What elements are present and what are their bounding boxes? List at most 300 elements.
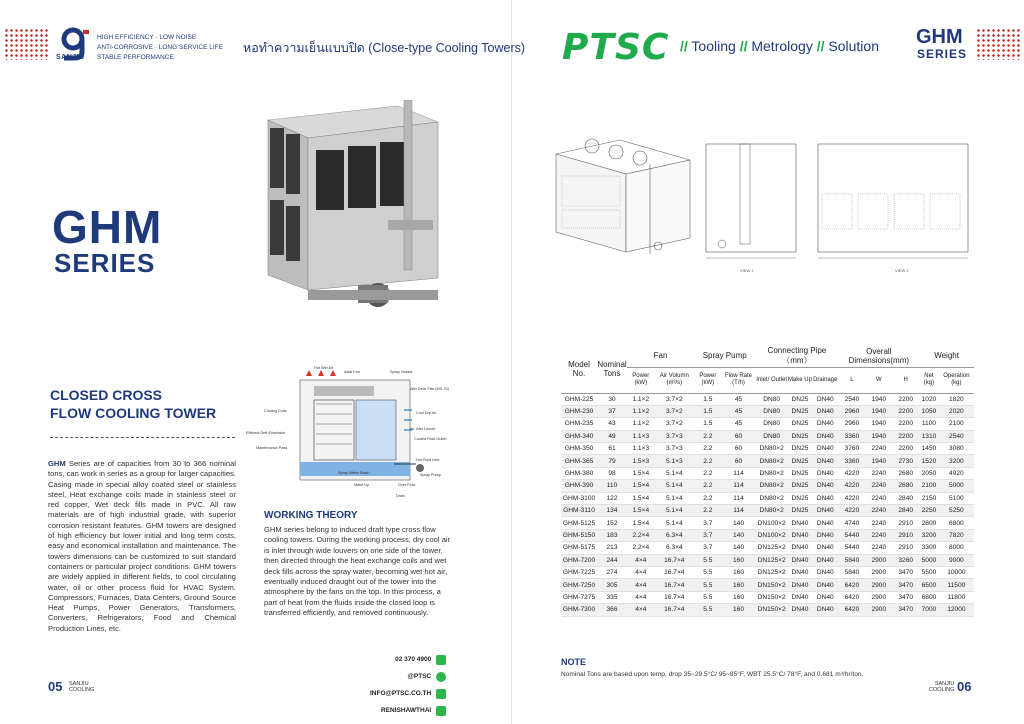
- table-cell: 1.5: [694, 418, 722, 430]
- table-cell: 4220: [838, 467, 865, 479]
- email-text: INFO@PTSC.CO.TH: [370, 690, 432, 697]
- table-cell: GHM-5150: [561, 529, 597, 541]
- table-cell: 11500: [939, 579, 974, 591]
- spec-table: [561, 345, 974, 617]
- table-cell: 1.5×4: [627, 480, 655, 492]
- table-cell: 1940: [865, 418, 892, 430]
- slogan-item: Solution: [828, 38, 879, 54]
- table-cell: 6.3×4: [655, 529, 694, 541]
- table-cell: 2900: [865, 591, 892, 603]
- line-icon: [436, 672, 446, 682]
- table-cell: 45: [722, 418, 756, 430]
- table-cell: 6420: [838, 604, 865, 616]
- table-cell: 3.7: [694, 529, 722, 541]
- section-title-line: CLOSED CROSS: [50, 387, 163, 403]
- table-cell: 3760: [838, 443, 865, 455]
- table-cell: DN40: [788, 517, 812, 529]
- col-pipe: Connecting Pipe（mm）: [755, 345, 838, 367]
- table-cell: 1.5×3: [627, 455, 655, 467]
- table-cell: GHM-5175: [561, 542, 597, 554]
- table-cell: 2.2: [694, 467, 722, 479]
- table-cell: 140: [722, 542, 756, 554]
- table-cell: 335: [597, 591, 627, 603]
- col-spray: Spray Pump: [694, 345, 755, 367]
- note-text: Nominal Tons are based upon temp. drop 35~29.5°C/ 95~85°F, WBT 25.5°C/ 78°F, and 0.681 m³/hr/ton.: [561, 671, 864, 678]
- table-cell: DN25: [788, 443, 812, 455]
- table-cell: 45: [722, 405, 756, 417]
- table-cell: 114: [722, 492, 756, 504]
- table-cell: DN40: [812, 517, 838, 529]
- table-cell: 2020: [939, 405, 974, 417]
- diag-label: Air Inlet Louver: [410, 427, 436, 431]
- table-cell: 16.7×4: [655, 554, 694, 566]
- table-cell: DN40: [812, 480, 838, 492]
- table-cell: DN40: [788, 554, 812, 566]
- table-cell: 4×4: [627, 566, 655, 578]
- sub-H: H: [892, 367, 919, 393]
- table-row: [561, 492, 974, 504]
- diag-label: Hot Fluid Inlet: [416, 458, 440, 462]
- table-cell: 3260: [892, 554, 919, 566]
- table-cell: 1820: [939, 393, 974, 405]
- slogan-separator: //: [816, 38, 825, 54]
- table-cell: 1.1×2: [627, 405, 655, 417]
- table-cell: DN40: [812, 542, 838, 554]
- table-cell: 2200: [892, 393, 919, 405]
- diag-label: Efficient Drift Eliminator: [246, 431, 286, 435]
- table-cell: 16.7×4: [655, 604, 694, 616]
- orthographic-drawing: [700, 134, 970, 279]
- table-cell: 3200: [919, 529, 939, 541]
- table-cell: 160: [722, 566, 756, 578]
- table-cell: DN40: [812, 430, 838, 442]
- table-cell: GHM-3100: [561, 492, 597, 504]
- slogan-item: Metrology: [751, 38, 813, 54]
- sub-L: L: [838, 367, 865, 393]
- table-row: [561, 505, 974, 517]
- table-cell: 12000: [939, 604, 974, 616]
- table-cell: 3080: [939, 443, 974, 455]
- table-cell: 6420: [838, 579, 865, 591]
- table-cell: 7000: [919, 604, 939, 616]
- table-cell: DN40: [788, 604, 812, 616]
- table-cell: DN80×2: [755, 505, 788, 517]
- slogan-item: Tooling: [691, 38, 736, 54]
- table-cell: 6800: [939, 517, 974, 529]
- table-cell: 2900: [865, 579, 892, 591]
- table-cell: 140: [722, 517, 756, 529]
- table-cell: GHM-365: [561, 455, 597, 467]
- table-cell: DN100×2: [755, 517, 788, 529]
- dot-pattern-left: [4, 28, 48, 60]
- view-label: VIEW 2: [895, 268, 909, 273]
- table-cell: 2910: [892, 517, 919, 529]
- slogan-separator: //: [680, 38, 688, 54]
- table-cell: 2960: [838, 405, 865, 417]
- table-cell: 2.2: [694, 455, 722, 467]
- table-cell: 3.7×3: [655, 430, 694, 442]
- table-cell: 114: [722, 505, 756, 517]
- table-cell: DN25: [788, 430, 812, 442]
- sub-operation: Operation (kg): [939, 367, 974, 393]
- table-cell: 2800: [919, 517, 939, 529]
- table-cell: 1.5×4: [627, 492, 655, 504]
- table-row: [561, 542, 974, 554]
- page-subtitle: SERIES: [54, 248, 156, 278]
- table-cell: GHM-235: [561, 418, 597, 430]
- table-cell: 1940: [865, 430, 892, 442]
- table-cell: DN25: [788, 492, 812, 504]
- table-cell: DN40: [812, 529, 838, 541]
- table-cell: 2840: [892, 505, 919, 517]
- table-row: [561, 604, 974, 616]
- table-cell: 6800: [919, 591, 939, 603]
- table-cell: DN40: [812, 393, 838, 405]
- table-row: [561, 443, 974, 455]
- table-cell: 60: [722, 443, 756, 455]
- table-cell: 140: [722, 529, 756, 541]
- table-cell: 2730: [892, 455, 919, 467]
- table-cell: GHM-3110: [561, 505, 597, 517]
- table-cell: DN125×2: [755, 566, 788, 578]
- table-cell: 3.7: [694, 517, 722, 529]
- table-row: [561, 455, 974, 467]
- table-cell: DN40: [788, 566, 812, 578]
- sub-airvol: Air Volumn (m³/s): [655, 367, 694, 393]
- table-cell: 1450: [919, 443, 939, 455]
- table-cell: 2540: [939, 430, 974, 442]
- col-nominal: Nominal Tons: [597, 345, 627, 393]
- table-cell: 2840: [892, 492, 919, 504]
- table-cell: 2200: [892, 430, 919, 442]
- diag-label: Make Up: [354, 483, 370, 487]
- table-cell: 1.5×4: [627, 467, 655, 479]
- table-cell: 1050: [919, 405, 939, 417]
- col-dims: Overall Dimensions(mm): [838, 345, 919, 367]
- table-cell: 2200: [892, 418, 919, 430]
- table-cell: 1.1×2: [627, 418, 655, 430]
- table-cell: 2240: [865, 467, 892, 479]
- table-cell: 16.7×4: [655, 579, 694, 591]
- table-cell: 2.2: [694, 492, 722, 504]
- table-cell: 2100: [919, 480, 939, 492]
- table-cell: 5440: [838, 529, 865, 541]
- table-cell: 3.7×3: [655, 443, 694, 455]
- table-cell: DN25: [788, 467, 812, 479]
- dashed-divider: [50, 437, 235, 438]
- series-badge-subtitle: SERIES: [917, 47, 968, 61]
- table-cell: GHM-230: [561, 405, 597, 417]
- page-divider: [511, 0, 512, 724]
- page-brand-name: SANJIU: [69, 681, 89, 687]
- product-description: [48, 459, 236, 634]
- table-cell: 4×4: [627, 591, 655, 603]
- table-cell: 3470: [892, 604, 919, 616]
- table-cell: 1.5×4: [627, 505, 655, 517]
- table-cell: 4220: [838, 492, 865, 504]
- table-cell: 9000: [939, 554, 974, 566]
- table-cell: 2050: [919, 467, 939, 479]
- diag-label: Spray Pump: [420, 473, 441, 477]
- page-brand-name: SANJIU: [934, 681, 955, 687]
- diag-label: Spray Water Basin: [338, 471, 370, 475]
- table-cell: 3.7×2: [655, 418, 694, 430]
- table-row: [561, 529, 974, 541]
- table-cell: 79: [597, 455, 627, 467]
- table-cell: 160: [722, 554, 756, 566]
- table-cell: 2.2×4: [627, 542, 655, 554]
- table-cell: 1520: [919, 455, 939, 467]
- table-cell: 2240: [865, 529, 892, 541]
- sub-drain: Drainage: [812, 367, 838, 393]
- thai-title: หอทำความเย็นแบบปิด (Close-type Cooling Towers): [243, 41, 526, 55]
- diag-label: Axial Fan: [344, 370, 360, 374]
- table-cell: 1940: [865, 455, 892, 467]
- table-cell: 5.1×4: [655, 492, 694, 504]
- table-cell: DN25: [788, 393, 812, 405]
- table-cell: 5840: [838, 566, 865, 578]
- diag-label: Cooling Coils: [264, 409, 287, 413]
- table-row: [561, 554, 974, 566]
- table-cell: 1.5: [694, 405, 722, 417]
- table-cell: 1020: [919, 393, 939, 405]
- table-cell: 5.5: [694, 604, 722, 616]
- table-row: [561, 480, 974, 492]
- line-text: @PTSC: [407, 673, 432, 680]
- table-cell: DN40: [788, 579, 812, 591]
- table-cell: DN40: [812, 455, 838, 467]
- table-cell: 2200: [892, 405, 919, 417]
- table-cell: DN150×2: [755, 604, 788, 616]
- table-cell: 1940: [865, 393, 892, 405]
- working-theory-title: WORKING THEORY: [264, 510, 358, 521]
- table-cell: 2100: [939, 418, 974, 430]
- working-theory-text: GHM series belong to induced draft type cross flow cooling towers. During the working process, dry cool air is inlet through wide louvers on one side of the tower, then directed through the heat exchange coils and wet deck fills across the spray water, becoming wet hot air, eventually induced draught out of the tower into the atmosphere by the fans on the top. In this process, a part of heat from the fluids inside the closed loop is transferred efficiently, and removed continuously.: [264, 525, 451, 618]
- table-cell: 160: [722, 604, 756, 616]
- table-cell: 4×4: [627, 604, 655, 616]
- table-cell: 2680: [892, 467, 919, 479]
- table-cell: 10000: [939, 566, 974, 578]
- table-row: [561, 579, 974, 591]
- table-cell: 5250: [939, 505, 974, 517]
- sub-power: Power (kW): [627, 367, 655, 393]
- table-cell: GHM-340: [561, 430, 597, 442]
- table-cell: 1.1×2: [627, 393, 655, 405]
- page-number-right: 06: [957, 679, 972, 694]
- table-cell: 3360: [838, 430, 865, 442]
- table-cell: DN25: [788, 418, 812, 430]
- table-cell: 3470: [892, 591, 919, 603]
- table-cell: 2900: [865, 604, 892, 616]
- view-label: VIEW 1: [740, 268, 754, 273]
- table-cell: DN25: [788, 480, 812, 492]
- table-cell: DN80×2: [755, 455, 788, 467]
- table-cell: GHM-7250: [561, 579, 597, 591]
- table-cell: DN150×2: [755, 579, 788, 591]
- table-cell: GHM-390: [561, 480, 597, 492]
- table-cell: GHM-7225: [561, 566, 597, 578]
- table-cell: 4920: [939, 467, 974, 479]
- table-cell: 244: [597, 554, 627, 566]
- table-cell: 3200: [939, 455, 974, 467]
- diag-label: Wet Deck Fills (MX-70): [410, 387, 449, 391]
- table-cell: 4×4: [627, 579, 655, 591]
- diag-label: Over Flow: [398, 483, 416, 487]
- table-cell: 2910: [892, 542, 919, 554]
- table-cell: 160: [722, 591, 756, 603]
- working-diagram: [244, 364, 456, 500]
- table-cell: 5440: [838, 542, 865, 554]
- table-row: [561, 517, 974, 529]
- table-cell: 2.2: [694, 430, 722, 442]
- table-cell: 2900: [865, 554, 892, 566]
- table-cell: DN80×2: [755, 480, 788, 492]
- table-cell: 160: [722, 579, 756, 591]
- table-cell: DN80×2: [755, 492, 788, 504]
- page-brand-right: [929, 681, 954, 693]
- table-cell: 2.2×4: [627, 529, 655, 541]
- tagline-line: STABLE PERFORMANCE: [97, 54, 174, 61]
- sub-pump-power: Power (kW): [694, 367, 722, 393]
- table-cell: 45: [722, 393, 756, 405]
- table-cell: 4×4: [627, 554, 655, 566]
- page-number-left: 05: [48, 679, 63, 694]
- table-cell: 60: [722, 430, 756, 442]
- table-cell: 5000: [939, 480, 974, 492]
- table-cell: 1.5×4: [627, 517, 655, 529]
- table-cell: 43: [597, 418, 627, 430]
- table-cell: 30: [597, 393, 627, 405]
- table-cell: 3470: [892, 579, 919, 591]
- table-cell: 5100: [939, 492, 974, 504]
- table-row: [561, 566, 974, 578]
- diag-label: Maintenance Pass: [256, 446, 288, 450]
- sub-makeup: Make Up: [788, 367, 812, 393]
- table-cell: 366: [597, 604, 627, 616]
- table-header-row: [561, 345, 974, 367]
- phone-icon: [436, 655, 446, 665]
- table-cell: DN40: [812, 492, 838, 504]
- table-cell: GHM-350: [561, 443, 597, 455]
- spec-table-body: [561, 393, 974, 616]
- desc-text: Series are of capacities from 30 to 366 nominal tons, can work in series as a group for larger capacities. Casing made in special alloy coated steel or stainless steel, Heat exchange coils made in stainless steel or red copper, Wet deck fills made in PVC. All raw materials are of high industrial grade, with superior corrosion resistant features. GHM towers are designed of high efficiency but lower initial and long term costs, easy and economical installation and maintenance. The towers dimensions can be customized to suit standard containers or particular project conditions. GHM towers are widely applied in different fields, to cool circulating water, oil or other process fluid for HVAC System, Compressors, Furnaces, Data Centers, Ground Source Heat Pumps, Power Generators, Transformers, Converters, Refrigerators, Food and Chemical Production Lines, etc.: [48, 459, 236, 633]
- diag-label: Hot Wet Air: [314, 366, 334, 370]
- table-cell: 2540: [838, 393, 865, 405]
- contact-phone[interactable]: [370, 651, 446, 668]
- table-cell: DN80: [755, 418, 788, 430]
- col-fan: Fan: [627, 345, 694, 367]
- table-cell: DN25: [788, 455, 812, 467]
- table-cell: 7820: [939, 529, 974, 541]
- table-cell: GHM-7275: [561, 591, 597, 603]
- diag-label: Cool Dry Air: [416, 411, 437, 415]
- series-badge-title: GHM: [916, 26, 963, 48]
- table-cell: GHM-380: [561, 467, 597, 479]
- table-cell: 3470: [892, 566, 919, 578]
- table-cell: 11800: [939, 591, 974, 603]
- table-cell: 60: [722, 455, 756, 467]
- page-brand-sub: COOLING: [929, 687, 955, 693]
- isometric-drawing: [550, 134, 700, 264]
- table-row: [561, 418, 974, 430]
- table-cell: DN125×2: [755, 554, 788, 566]
- table-cell: 5000: [919, 554, 939, 566]
- table-cell: 152: [597, 517, 627, 529]
- table-cell: GHM-7300: [561, 604, 597, 616]
- table-cell: DN40: [812, 443, 838, 455]
- table-cell: 4740: [838, 517, 865, 529]
- table-cell: DN40: [788, 542, 812, 554]
- table-cell: 1.1×3: [627, 443, 655, 455]
- table-cell: DN40: [812, 566, 838, 578]
- table-cell: 122: [597, 492, 627, 504]
- table-cell: 2.2: [694, 480, 722, 492]
- table-cell: 3.7: [694, 542, 722, 554]
- table-cell: DN40: [812, 405, 838, 417]
- section-title: [50, 386, 216, 422]
- table-cell: 2240: [865, 505, 892, 517]
- table-cell: DN80: [755, 405, 788, 417]
- table-cell: 49: [597, 430, 627, 442]
- table-cell: 2240: [865, 480, 892, 492]
- table-cell: 2680: [892, 480, 919, 492]
- table-row: [561, 430, 974, 442]
- table-cell: DN40: [812, 418, 838, 430]
- diag-label: Cooled Fluid Outlet: [414, 437, 447, 441]
- table-cell: DN40: [812, 591, 838, 603]
- email-icon: [436, 689, 446, 699]
- table-cell: 5.1×3: [655, 455, 694, 467]
- table-cell: 16.7×4: [655, 591, 694, 603]
- table-cell: DN40: [788, 529, 812, 541]
- table-cell: 5.1×4: [655, 505, 694, 517]
- table-cell: GHM-7200: [561, 554, 597, 566]
- contact-facebook[interactable]: [370, 702, 446, 719]
- table-cell: 114: [722, 480, 756, 492]
- table-cell: 2240: [865, 443, 892, 455]
- contact-email[interactable]: [370, 685, 446, 702]
- sub-flow: Flow Rate (T/h): [722, 367, 756, 393]
- logo-label: SANJIU: [56, 54, 85, 61]
- table-cell: 1940: [865, 405, 892, 417]
- page-brand-sub: COOLING: [69, 687, 95, 693]
- table-cell: 134: [597, 505, 627, 517]
- table-cell: DN100×2: [755, 529, 788, 541]
- table-cell: 5.5: [694, 579, 722, 591]
- table-cell: 3.7×2: [655, 393, 694, 405]
- slogan-separator: //: [739, 38, 748, 54]
- contact-line[interactable]: [370, 668, 446, 685]
- table-cell: 1310: [919, 430, 939, 442]
- table-cell: 274: [597, 566, 627, 578]
- table-cell: 3.7×2: [655, 405, 694, 417]
- facebook-text: RENISHAWTHAI: [381, 707, 432, 714]
- table-cell: 16.7×4: [655, 566, 694, 578]
- table-cell: DN80×2: [755, 467, 788, 479]
- table-cell: 5.5: [694, 591, 722, 603]
- table-cell: 98: [597, 467, 627, 479]
- dot-pattern-right: [976, 28, 1020, 60]
- table-cell: 1.5: [694, 393, 722, 405]
- cooling-tower-image: [248, 100, 448, 320]
- table-cell: 213: [597, 542, 627, 554]
- page-title: GHM: [52, 201, 163, 253]
- desc-lead: GHM: [48, 459, 66, 468]
- table-cell: GHM-225: [561, 393, 597, 405]
- table-row: [561, 393, 974, 405]
- table-cell: 2240: [865, 542, 892, 554]
- page-brand-left: [69, 681, 94, 693]
